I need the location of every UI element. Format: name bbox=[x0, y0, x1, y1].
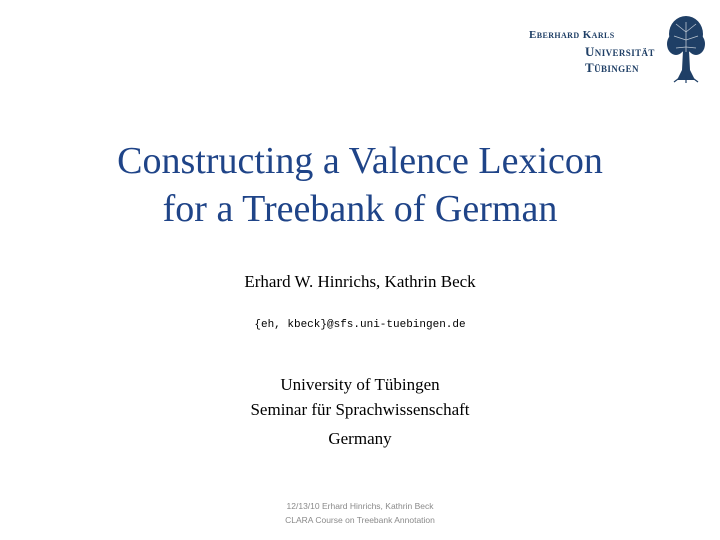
title-line-2: for a Treebank of German bbox=[162, 188, 558, 230]
logo-line-1: Eberhard Karls bbox=[529, 29, 615, 41]
affiliation-department: Seminar für Sprachwissenschaft bbox=[250, 400, 470, 419]
affiliation bbox=[0, 372, 720, 451]
affiliation-university: University of Tübingen bbox=[280, 375, 440, 394]
email-address: {eh, kbeck}@sfs.uni-tuebingen.de bbox=[254, 319, 466, 331]
authors: Erhard W. Hinrichs, Kathrin Beck bbox=[244, 272, 476, 291]
tree-icon bbox=[666, 14, 706, 84]
affiliation-country: Germany bbox=[328, 429, 392, 448]
logo-line-2: Universität bbox=[585, 44, 655, 59]
footer-line-1: 12/13/10 Erhard Hinrichs, Kathrin Beck bbox=[286, 501, 434, 511]
slide-title bbox=[0, 137, 720, 233]
title-line-1: Constructing a Valence Lexicon bbox=[117, 140, 603, 182]
university-logo bbox=[524, 14, 710, 84]
logo-line-3: Tübingen bbox=[585, 60, 639, 75]
footer-line-2: CLARA Course on Treebank Annotation bbox=[285, 515, 435, 525]
slide-footer bbox=[0, 499, 720, 527]
